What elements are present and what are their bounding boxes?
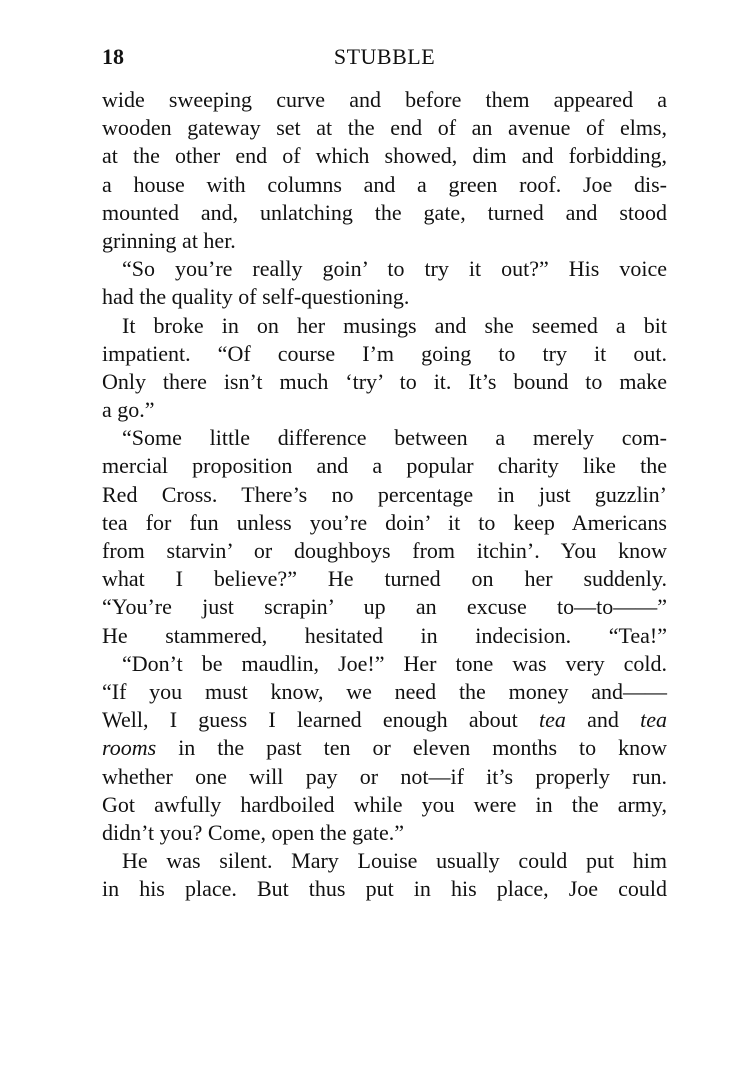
page-number: 18	[102, 44, 124, 69]
text-line: “Some little difference between a merely com-	[122, 425, 667, 451]
text-segment: Well, I guess I learned enough about	[102, 707, 539, 733]
text-line: “So you’re really goin’ to try it out?” His voice	[122, 256, 667, 282]
text-line: mercial proposition and a popular charity like the	[102, 453, 667, 479]
body-text	[102, 86, 667, 903]
text-line	[102, 734, 667, 762]
text-line: “Don’t be maudlin, Joe!” Her tone was very cold.	[122, 650, 667, 676]
text-line: a go.”	[102, 397, 155, 423]
text-line: in his place. But thus put in his place, Joe could	[102, 876, 667, 902]
text-line: a house with columns and a green roof. Joe dis-	[102, 171, 667, 197]
text-line: what I believe?” He turned on her suddenly.	[102, 566, 667, 592]
text-line: grinning at her.	[102, 227, 236, 253]
text-line: mounted and, unlatching the gate, turned and stood	[102, 199, 667, 225]
text-line: He stammered, hesitated in indecision. “Tea!”	[102, 622, 667, 648]
text-line: “You’re just scrapin’ up an excuse to—to——”	[102, 594, 667, 620]
text-line: tea for fun unless you’re doin’ it to keep Americans	[102, 509, 667, 535]
text-line: Only there isn’t much ‘try’ to it. It’s bound to make	[102, 368, 667, 394]
text-line: from starvin’ or doughboys from itchin’. You know	[102, 538, 667, 563]
text-line: wooden gateway set at the end of an avenue of elms,	[102, 115, 667, 141]
text-line: impatient. “Of course I’m going to try it out.	[102, 340, 667, 366]
italic-text: rooms	[102, 735, 157, 761]
italic-text: tea	[640, 707, 668, 733]
text-line: wide sweeping curve and before them appeared a	[102, 87, 667, 112]
text-segment: and	[565, 707, 641, 733]
running-header	[102, 44, 667, 74]
italic-text: tea	[539, 707, 566, 733]
text-line: whether one will pay or not—if it’s properly run.	[102, 763, 667, 789]
running-title: STUBBLE	[333, 44, 436, 69]
text-line: had the quality of self-questioning.	[102, 284, 410, 310]
text-line	[102, 706, 667, 734]
text-line: Got awfully hardboiled while you were in the army,	[102, 791, 667, 817]
text-line: at the other end of which showed, dim and forbidding,	[102, 143, 667, 169]
text-line: Red Cross. There’s no percentage in just guzzlin’	[102, 481, 667, 507]
text-line: It broke in on her musings and she seemed a bit	[122, 312, 667, 338]
text-segment: in the past ten or eleven months to know	[156, 735, 667, 761]
text-line: “If you must know, we need the money and——	[102, 678, 667, 704]
text-line: didn’t you? Come, open the gate.”	[102, 819, 405, 845]
text-line: He was silent. Mary Louise usually could put him	[122, 848, 667, 874]
